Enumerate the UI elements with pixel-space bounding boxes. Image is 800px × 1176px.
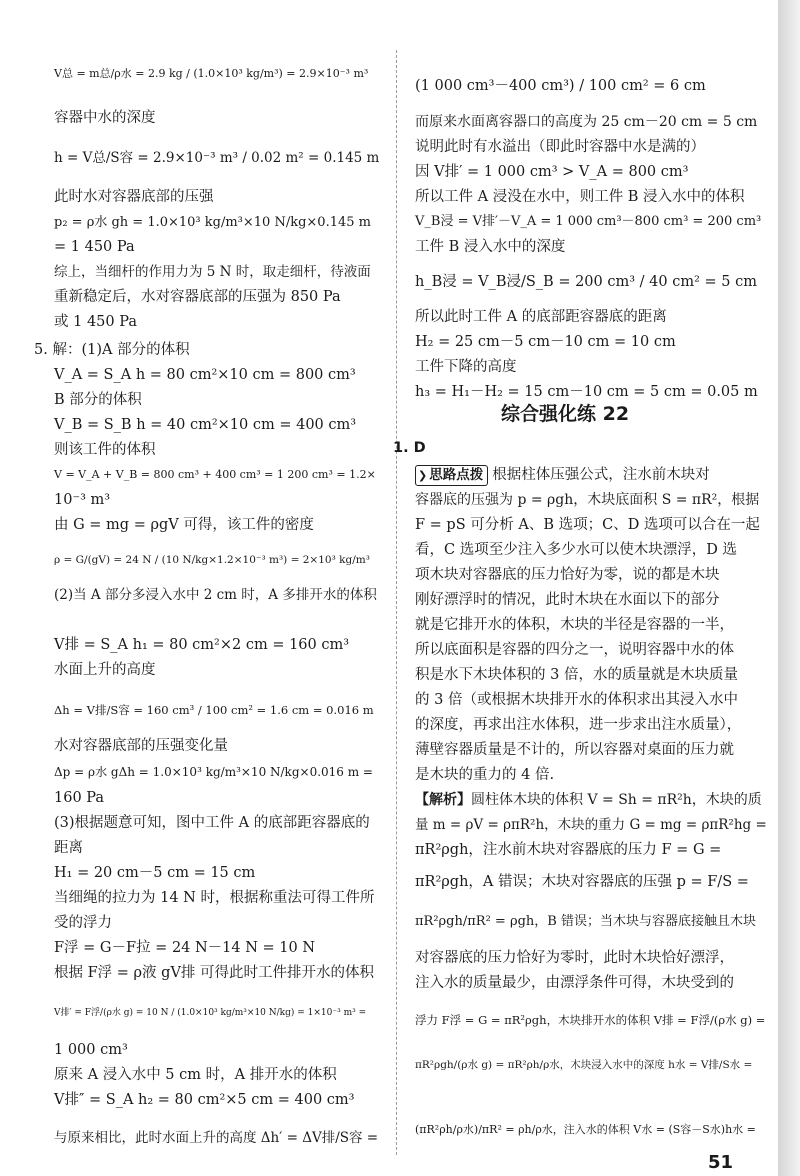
text-line: (2)当 A 部分多浸入水中 2 cm 时，A 多排开水的体积 bbox=[54, 587, 377, 603]
text-line: 就是它排开水的体积，木块的半径是容器的一半， bbox=[415, 617, 734, 633]
analysis-text: 圆柱体木块的体积 V = Sh = πR²h，木块的质 bbox=[471, 792, 762, 808]
text-line: 量 m = ρV = ρπR²h，木块的重力 G = mg = ρπR²hg = bbox=[415, 817, 767, 833]
text-line: 看，C 选项至少注入多少水可以使木块漂浮，D 选 bbox=[415, 542, 737, 558]
tip-badge bbox=[415, 465, 488, 486]
text-line: 对容器底的压力恰好为零时，此时木块恰好漂浮， bbox=[415, 950, 734, 966]
text-line: Δh = V排/S容 = 160 cm³ / 100 cm² = 1.6 cm = 0.016 m bbox=[54, 703, 374, 717]
text-line: 所以此时工件 A 的底部距容器底的距离 bbox=[415, 309, 667, 325]
text-line: πR²ρgh/πR² = ρgh，B 错误；当木块与容器底接触且木块 bbox=[415, 914, 756, 929]
text-line: πR²ρgh，注水前木块对容器底的压力 F = G = bbox=[415, 842, 722, 858]
text-line: h = V总/S容 = 2.9×10⁻³ m³ / 0.02 m² = 0.145 m bbox=[54, 150, 380, 166]
text-line: (πR²ρh/ρ水)/πR² = ρh/ρ水，注入水的体积 V水 = (S容－S水)h水 = bbox=[415, 1123, 756, 1136]
text-line: 因 V排′ = 1 000 cm³ > V_A = 800 cm³ bbox=[415, 164, 689, 180]
text-line: 由 G = mg = ρgV 可得，该工件的密度 bbox=[54, 517, 314, 533]
analysis-label: 【解析】 bbox=[415, 792, 471, 808]
text-line: 根据 F浮 = ρ液 gV排 可得此时工件排开水的体积 bbox=[54, 965, 375, 981]
text-line: V总 = m总/ρ水 = 2.9 kg / (1.0×10³ kg/m³) = 2.9×10⁻³ m³ bbox=[54, 67, 369, 80]
text-line: 薄壁容器质量是不计的，所以容器对桌面的压力就 bbox=[415, 742, 734, 758]
text-line: 160 Pa bbox=[54, 790, 105, 806]
text-line: 原来 A 浸入水中 5 cm 时，A 排开水的体积 bbox=[54, 1067, 337, 1083]
chevron-right-icon: ❯ bbox=[418, 469, 428, 482]
section-title: 综合强化练 22 bbox=[501, 403, 630, 425]
text-line: Δp = ρ水 gΔh = 1.0×10³ kg/m³×10 N/kg×0.016 m = bbox=[54, 765, 373, 779]
text-line: 与原来相比，此时水面上升的高度 Δh′ = ΔV排/S容 = bbox=[54, 1130, 379, 1146]
text-line: 容器底的压强为 p = ρgh，木块底面积 S = πR²，根据 bbox=[415, 492, 760, 508]
text-line: 当细绳的拉力为 14 N 时，根据称重法可得工件所 bbox=[54, 890, 375, 906]
text-line: 的深度，再求出注水体积，进一步求出注水质量）， bbox=[415, 717, 742, 733]
text-line: 工件下降的高度 bbox=[415, 359, 517, 375]
text-line: 10⁻³ m³ bbox=[54, 492, 111, 508]
text-line: 浮力 F浮 = G = πR²ρgh，木块排开水的体积 V排 = F浮/(ρ水 g) = bbox=[415, 1013, 766, 1027]
analysis-first-line bbox=[415, 790, 762, 810]
text-line: V排″ = S_A h₂ = 80 cm²×5 cm = 400 cm³ bbox=[54, 1092, 355, 1108]
tip-label: 思路点拨 bbox=[429, 467, 484, 483]
text-line: 此时水对容器底部的压强 bbox=[54, 189, 214, 205]
answer-1: 1. D bbox=[393, 440, 426, 456]
text-line: V_A = S_A h = 80 cm²×10 cm = 800 cm³ bbox=[54, 367, 356, 383]
text-line: h₃ = H₁－H₂ = 15 cm－10 cm = 5 cm = 0.05 m bbox=[415, 384, 758, 400]
text-line: 综上，当细杆的作用力为 5 N 时，取走细杆，待液面 bbox=[54, 264, 371, 280]
text-line: V_B浸 = V排′－V_A = 1 000 cm³－800 cm³ = 200 cm³ bbox=[415, 214, 762, 229]
text-line: V_B = S_B h = 40 cm²×10 cm = 400 cm³ bbox=[54, 417, 357, 433]
text-line: 刚好漂浮时的情况，此时木块在水面以下的部分 bbox=[415, 592, 720, 608]
text-line: 水对容器底部的压强变化量 bbox=[54, 738, 228, 754]
text-line: 项木块对容器底的压力恰好为零，说的都是木块 bbox=[415, 567, 720, 583]
text-line: 受的浮力 bbox=[54, 915, 112, 931]
text-line: H₁ = 20 cm－5 cm = 15 cm bbox=[54, 865, 256, 881]
text-line: H₂ = 25 cm－5 cm－10 cm = 10 cm bbox=[415, 334, 676, 350]
text-line: V排′ = F浮/(ρ水 g) = 10 N / (1.0×10³ kg/m³×10 N/kg) = 1×10⁻³ m³ = bbox=[54, 1008, 367, 1018]
text-line: 1 000 cm³ bbox=[54, 1042, 128, 1058]
text-line: 注入水的质量最少，由漂浮条件可得，木块受到的 bbox=[415, 975, 734, 991]
text-line: 所以底面积是容器的四分之一，说明容器中水的体 bbox=[415, 642, 734, 658]
text-line: 的 3 倍（或根据木块排开水的体积求出其浸入水中 bbox=[415, 692, 738, 708]
text-line: 积是水下木块体积的 3 倍，水的质量就是木块质量 bbox=[415, 667, 738, 683]
text-line: F = pS 可分析 A、B 选项；C、D 选项可以合在一起 bbox=[415, 517, 760, 533]
tip-text: 根据柱体压强公式，注水前木块对 bbox=[492, 467, 710, 483]
text-line: 或 1 450 Pa bbox=[54, 314, 137, 330]
text-line: πR²ρgh，A 错误；木块对容器底的压强 p = F/S = bbox=[415, 874, 749, 890]
text-line: F浮 = G－F拉 = 24 N－14 N = 10 N bbox=[54, 940, 316, 956]
text-line: 说明此时有水溢出（即此时容器中水是满的） bbox=[415, 139, 705, 155]
text-line: B 部分的体积 bbox=[54, 392, 142, 408]
text-line: (3)根据题意可知，图中工件 A 的底部距容器底的 bbox=[54, 815, 370, 831]
text-line: 所以工件 A 浸没在水中，则工件 B 浸入水中的体积 bbox=[415, 189, 745, 205]
text-line: ρ = G/(gV) = 24 N / (10 N/kg×1.2×10⁻³ m³) = 2×10³ kg/m³ bbox=[54, 554, 370, 566]
text-line: 距离 bbox=[54, 840, 83, 856]
text-line: 容器中水的深度 bbox=[54, 110, 156, 126]
text-line: (1 000 cm³－400 cm³) / 100 cm² = 6 cm bbox=[415, 78, 706, 94]
text-line: 则该工件的体积 bbox=[54, 442, 156, 458]
page-edge-shadow bbox=[778, 0, 800, 1176]
text-line: πR²ρgh/(ρ水 g) = πR²ρh/ρ水，木块浸入水中的深度 h水 = V排/S水 = bbox=[415, 1059, 753, 1071]
text-line: 工件 B 浸入水中的深度 bbox=[415, 239, 566, 255]
text-line: 水面上升的高度 bbox=[54, 662, 156, 678]
text-line: p₂ = ρ水 gh = 1.0×10³ kg/m³×10 N/kg×0.145 m bbox=[54, 215, 371, 230]
text-line: V = V_A + V_B = 800 cm³ + 400 cm³ = 1 200 cm³ = 1.2× bbox=[54, 468, 376, 481]
tip-first-line bbox=[415, 465, 710, 486]
text-line: V排 = S_A h₁ = 80 cm²×2 cm = 160 cm³ bbox=[54, 637, 350, 653]
text-line: 是木块的重力的 4 倍. bbox=[415, 767, 555, 783]
text-line: = 1 450 Pa bbox=[54, 239, 135, 255]
text-line: 重新稳定后，水对容器底部的压强为 850 Pa bbox=[54, 289, 341, 305]
column-divider bbox=[396, 50, 397, 1155]
text-line: 5. 解：(1)A 部分的体积 bbox=[34, 342, 190, 358]
text-line: 而原来水面离容器口的高度为 25 cm－20 cm = 5 cm bbox=[415, 114, 758, 130]
page-number: 51 bbox=[708, 1152, 734, 1173]
text-line: h_B浸 = V_B浸/S_B = 200 cm³ / 40 cm² = 5 cm bbox=[415, 274, 757, 290]
